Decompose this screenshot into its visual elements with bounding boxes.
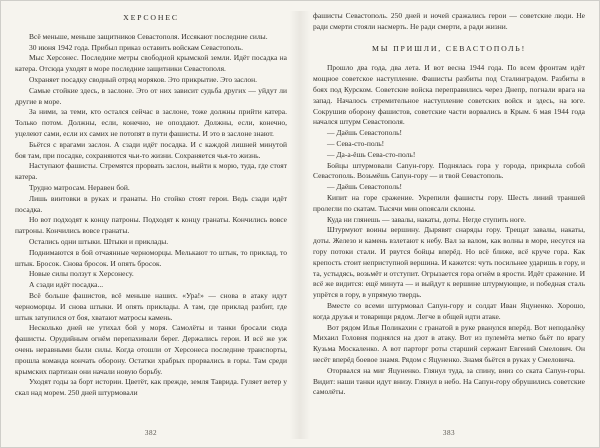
paragraph: Бойцы штурмовали Сапун-гору. Поднялась гора у города, прикрыла собой Севастополь. Возьмёшь Сапун-гору — и твой Севастополь. — [313, 160, 585, 181]
paragraph: За ними, за теми, кто остался сейчас в заслоне, тоже должны прийти катера. Только потом. Должны, если, конечно, не опоздают. Должны, если, конечно, уцелеют сами, если их самих не потопят в пути фашисты. И это в заслоне знают. — [15, 107, 287, 138]
right-page — [313, 11, 585, 439]
paragraph: Всё больше фашистов, всё меньше наших. «Ура!» — снова в атаку идут черноморцы. И снова штыки. И опять приклады. А там, где приклад разбит, где штык затупился от боя, хватают матросы камень. — [15, 290, 287, 322]
left-page — [15, 11, 287, 439]
page-gutter — [287, 11, 313, 439]
paragraph: Самые стойкие здесь, в заслоне. Это от них зависит судьба других — уйдут ли другие в море. — [15, 85, 287, 106]
paragraph: Штурмуют воины вершину. Дырявят снаряды гору. Трещат завалы, накаты, доты. Железо и камень взлетают к небу. Вал за валом, как волны в море, несутся на гору потоки стали. И рвутся бойцы вперёд. Но всё ближе, всё круче гора. Как крепость стоит неприступной вершина. И кажется: чуть посильнее ударишь в гору, и та, устыдясь, возьмёт и отступит. Огрызается гора огнём в ярости. Идёт сражение. И всё же видится: ещё минута — и выйдут к вершине штурмующие, и победная сталь упрётся в гору, в упрямую твердь. — [313, 225, 585, 300]
page-number-right: 383 — [442, 429, 456, 438]
paragraph: Мыс Херсонес. Последние метры свободной крымской земли. Идёт посадка на катера. Отсюда уходят в море последние защитники Севастополя. — [15, 53, 287, 74]
paragraph: Но вот подходят к концу патроны. Подходят к концу гранаты. Кончились вовсе патроны. Кончились вовсе гранаты. — [15, 215, 287, 236]
paragraph: Поднимаются в бой отчаянные черноморцы. Мелькают то штык, то приклад, то штык. Бросок. Снова бросок. И опять бросок. — [15, 247, 287, 268]
paragraph: Уходят годы за борт истории. Цветёт, как прежде, земля Таврида. Гуляет ветер у скал над морем. 250 дней штурмовали — [15, 377, 287, 398]
dialogue-line: — Да-а-ёшь Сева-сто-поль! — [327, 149, 416, 159]
chapter-title-khersones: ХЕРСОНЕС — [123, 13, 179, 22]
paragraph: Несколько дней не утихал бой у моря. Самолёты и танки бросали сюда фашисты. Орудийным огнём перепахивали берег. Держались герои. И всё же уж очень неравными были силы. Когда отошли от Херсонеса последние транспорты, прошла команда кончать оборону. Остатки храбрых прорвались в горы. Там среди крымских партизан они начали новую борьбу. — [15, 323, 287, 376]
paragraph: А сзади идёт посадка... — [29, 280, 104, 290]
dialogue-line: — Даёшь Севастополь! — [327, 128, 402, 138]
paragraph: Новые силы ползут к Херсонесу. — [29, 269, 134, 279]
dialogue-line: — Сева-сто-поль! — [327, 138, 385, 148]
paragraph: Вместе со всеми штурмовал Сапун-гору и солдат Иван Яцуненко. Хорошо, когда друзья и товарищи рядом. Легче в общей идти атаке. — [313, 300, 585, 321]
paragraph: Прошло два года, два лета. И вот весна 1944 года. По всем фронтам идёт мощное советское наступление. Фашисты разбиты под Сталинградом. Разбиты в боях под Курском. Советские войска переправились через Днепр, погнали врага на запад. Началось стремительное наступление советских войск и здесь, на юге. Сокрушив оборону фашистов, советские части ворвались в Крым. 6 мая 1944 года начался штурм Севастополя. — [313, 63, 585, 127]
paragraph: Лишь винтовки в руках и гранаты. Но стойко стоят герои. Ведь сзади идёт посадка. — [15, 193, 287, 214]
paragraph: Вот рядом Илья Поликахин с гранатой в руке рванулся вперёд. Вот неподалёку Михаил Головня поднялся на дзот в атаку. Вот из пулемёта метко бьёт по врагу Кузьма Москаленко. А вот парторг роты старший сержант Евгений Смелович. Он несёт вперёд боевое знамя. Рядом с Яцуненко. Знамя бьётся в руках у Смеловича. — [313, 322, 585, 364]
paragraph: 30 июня 1942 года. Прибыл приказ оставить войскам Севастополь. — [29, 42, 243, 52]
paragraph-continuation: фашисты Севастополь. 250 дней и ночей сражались герои — советские люди. Не ради смерти стояли насмерть. Не ради смерти, а ради жизни. — [313, 11, 585, 31]
chapter-title-sevastopol: МЫ ПРИШЛИ, СЕВАСТОПОЛЬ! — [371, 43, 526, 53]
paragraph: Куда ни глянешь — завалы, накаты, доты. Негде ступить ноге. — [327, 214, 526, 224]
dialogue-line: — Даёшь Севастополь! — [327, 182, 402, 192]
paragraph: Кипит на горе сражение. Укрепили фашисты гору. Шесть линий траншей пролегли по скатам. Тысячи мин опоясали склоны. — [313, 192, 585, 213]
paragraph: Оторвался на миг Яцуненко. Глянул туда, за спину, вниз со ската Сапун-горы. Видит: наши танки идут внизу. Глянул в небо. На Сапун-гору обрушились советские самолёты. — [313, 365, 585, 397]
paragraph: Остались одни штыки. Штыки и приклады. — [29, 236, 169, 246]
paragraph: Охраняет посадку сводный отряд моряков. Это прикрытие. Это заслон. — [29, 74, 257, 84]
paragraph: Всё меньше, меньше защитников Севастополя. Иссякают последние силы. — [29, 31, 268, 41]
paragraph: Бьётся с врагами заслон. А сзади идёт посадка. И с каждой лишней минутой боя там, при посадке, сохраняются чьи-то жизни. Сохраняется чья-то жизнь. — [15, 139, 287, 160]
paragraph: Трудно матросам. Неравен бой. — [29, 182, 130, 192]
paragraph: Наступают фашисты. Стремятся прорвать заслон, выйти к морю, туда, где стоят катера. — [15, 161, 287, 182]
page-number-left: 382 — [144, 429, 158, 438]
